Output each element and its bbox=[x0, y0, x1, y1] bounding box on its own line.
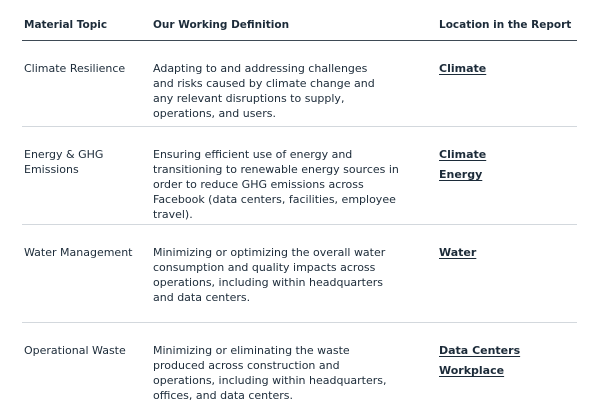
table-header bbox=[22, 0, 577, 41]
definition-cell: Adapting to and addressing challenges and risks caused by climate change and any relevant disruptions to supply, operations, and users. bbox=[153, 62, 375, 120]
table-row bbox=[22, 323, 577, 403]
topic-cell: Energy & GHG Emissions bbox=[24, 148, 104, 176]
location-cell bbox=[439, 343, 577, 378]
table-row bbox=[22, 225, 577, 323]
column-header-material-topic: Material Topic bbox=[24, 19, 108, 31]
definition-cell: Minimizing or eliminating the waste produced across construction and operations, including within headquarters, offices, and data centers. bbox=[153, 344, 387, 402]
topic-cell: Water Management bbox=[24, 246, 133, 259]
table-row bbox=[22, 41, 577, 127]
topic-cell: Operational Waste bbox=[24, 344, 126, 357]
report-link-data-centers[interactable]: Data Centers bbox=[439, 344, 521, 357]
topic-cell: Climate Resilience bbox=[24, 62, 126, 75]
report-link-workplace[interactable]: Workplace bbox=[439, 364, 505, 377]
table-row bbox=[22, 127, 577, 225]
report-link-water[interactable]: Water bbox=[439, 246, 477, 259]
definition-cell: Ensuring efficient use of energy and transitioning to renewable energy sources in order to reduce GHG emissions across Facebook (data centers, facilities, employee travel). bbox=[153, 148, 399, 221]
location-cell bbox=[439, 147, 577, 182]
report-link-climate[interactable]: Climate bbox=[439, 148, 487, 161]
column-header-working-definition: Our Working Definition bbox=[153, 19, 290, 31]
location-cell bbox=[439, 61, 577, 76]
definition-cell: Minimizing or optimizing the overall water consumption and quality impacts across operations, including within headquarters and data centers. bbox=[153, 246, 386, 304]
material-topics-table bbox=[22, 0, 577, 403]
report-link-energy[interactable]: Energy bbox=[439, 168, 483, 181]
report-link-climate[interactable]: Climate bbox=[439, 62, 487, 75]
location-cell bbox=[439, 245, 577, 260]
column-header-location: Location in the Report bbox=[439, 19, 572, 31]
